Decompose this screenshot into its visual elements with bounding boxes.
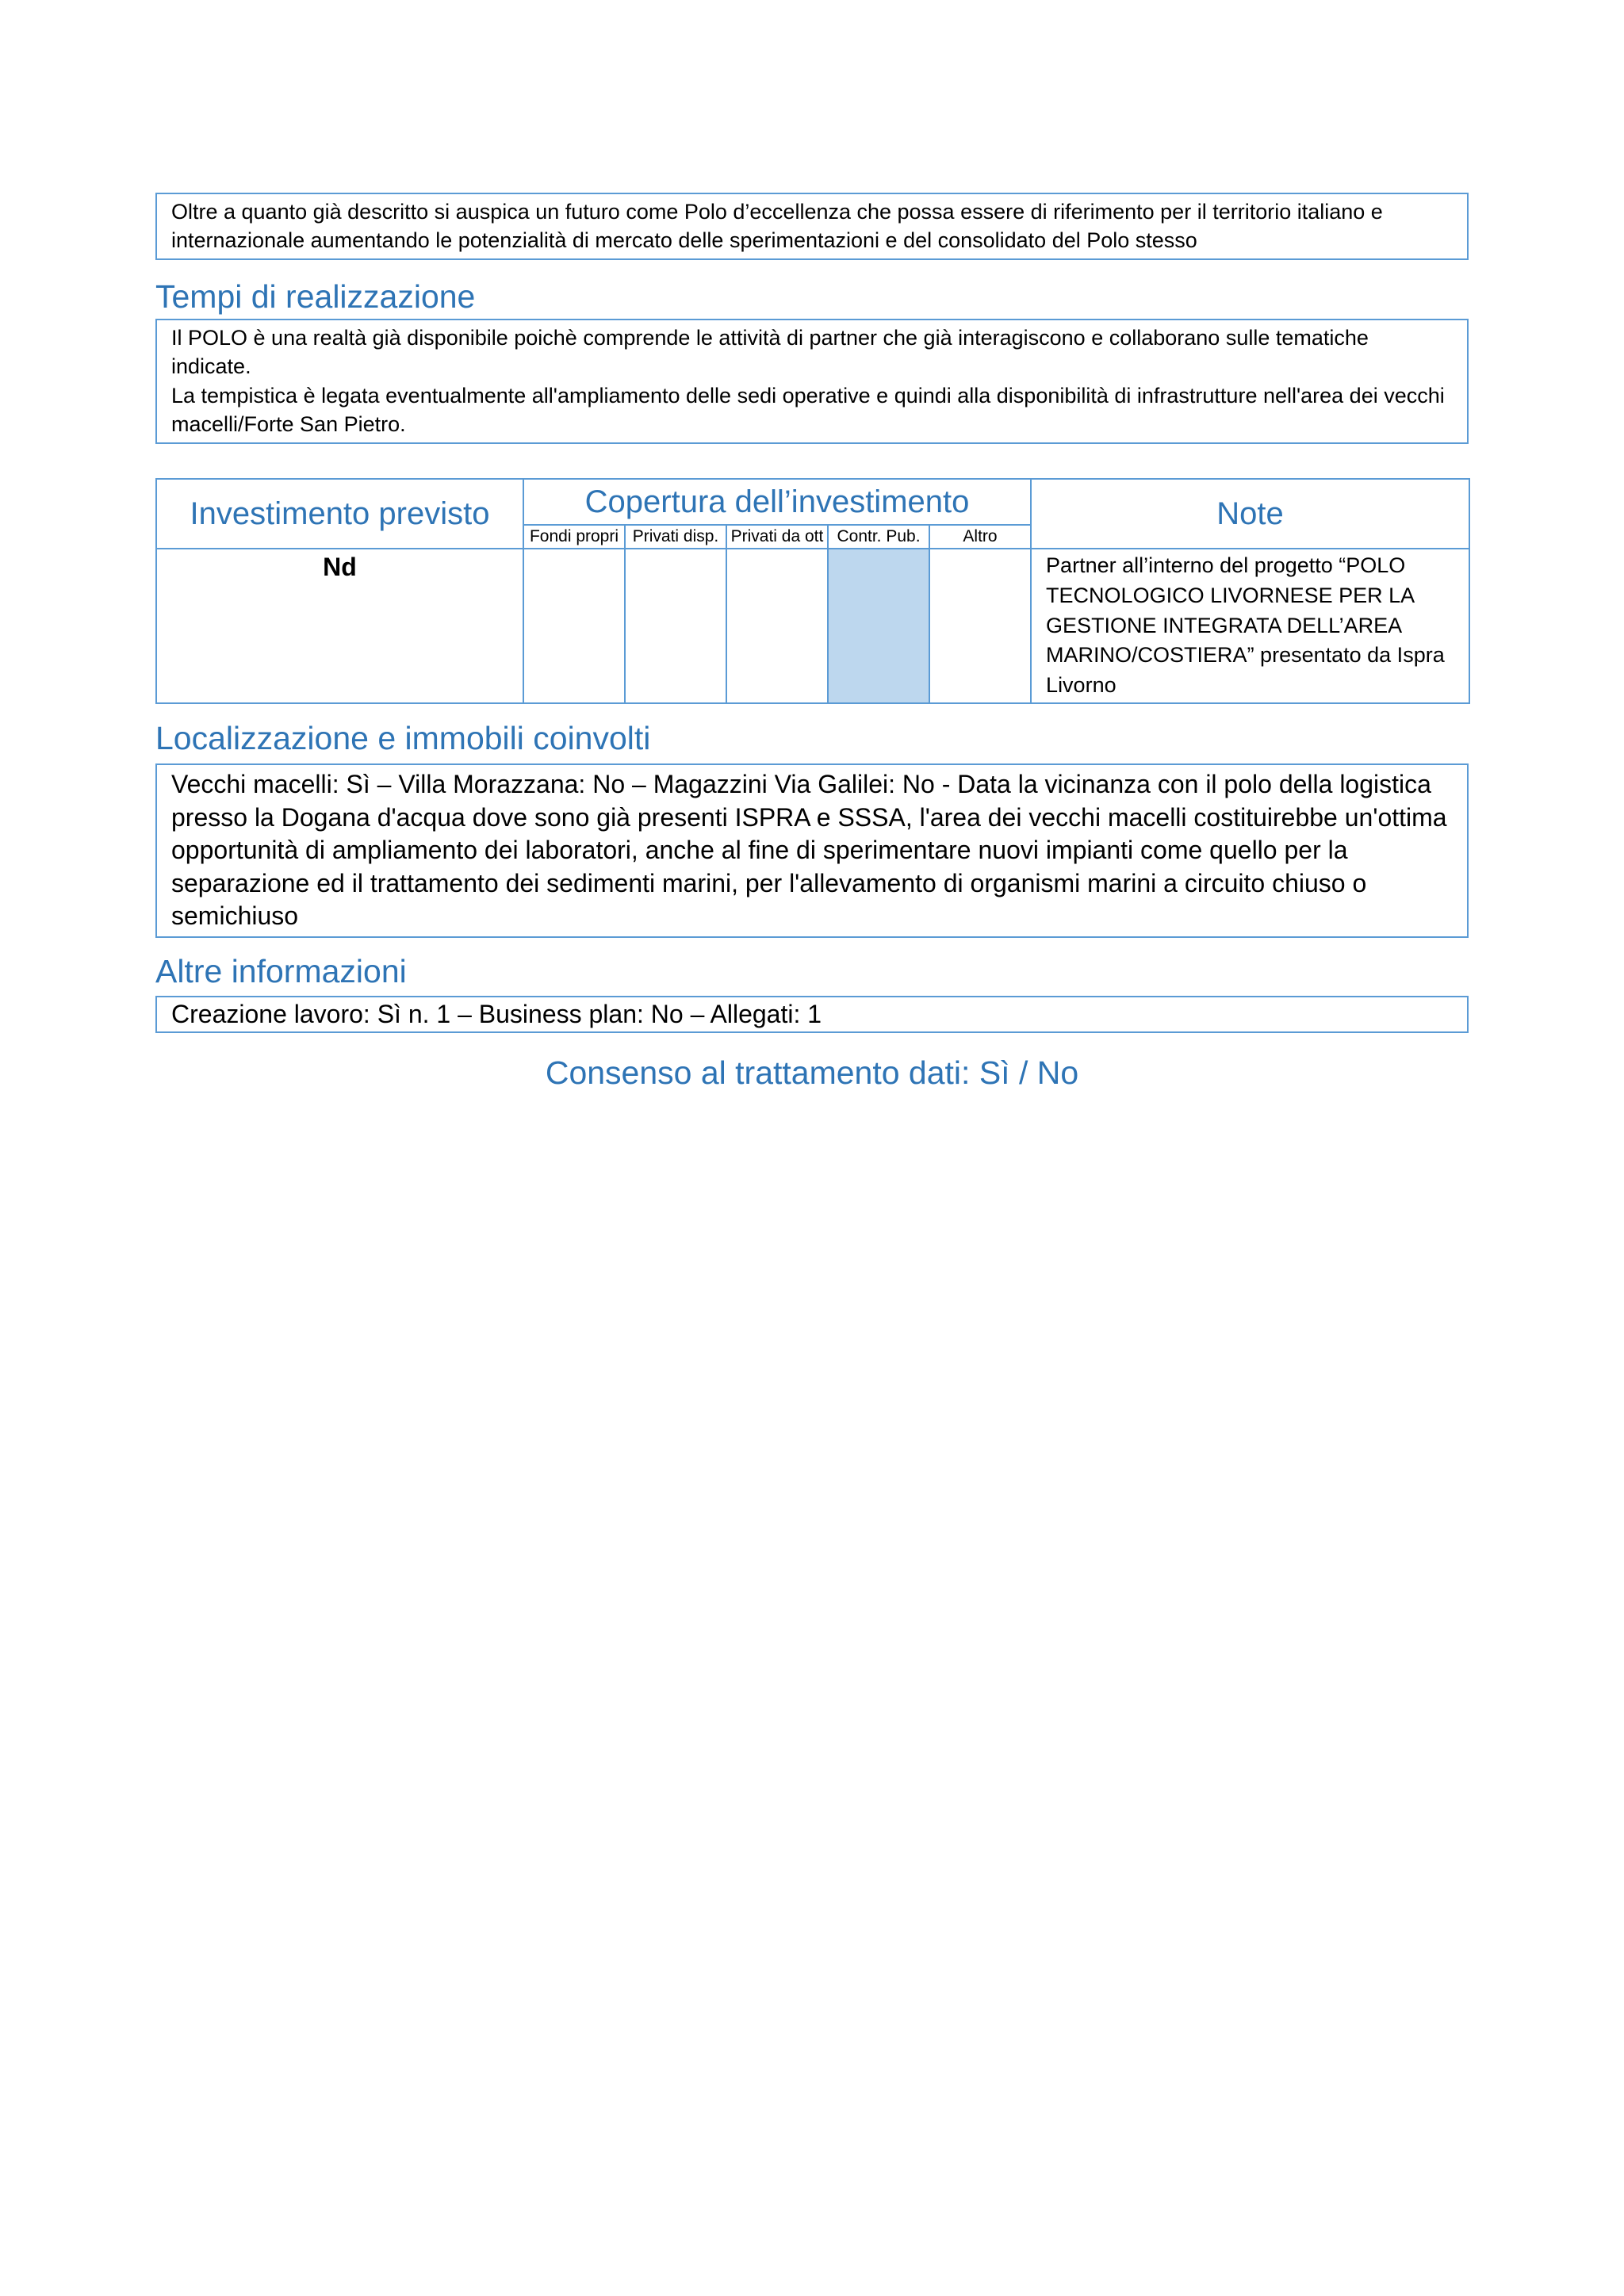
coverage-privati-da-ott <box>726 549 828 703</box>
localizzazione-paragraph: Vecchi macelli: Sì – Villa Morazzana: No – Magazzini Via Galilei: No - Data la vicinanza con il polo della logistica presso la Dogana d'acqua dove sono già presenti ISPRA e SSSA, l'area dei vecchi macelli costituirebbe un'ottima opportunità di ampliamento dei laboratori, anche al fine di sperimentare nuovi impianti come quello per la separazione ed il trattamento dei sedimenti marini, per l'allevamento di organismi marini a circuito chiuso o semichiuso <box>171 770 1447 931</box>
note-value: Partner all’interno del progetto “POLO TECNOLOGICO LIVORNESE PER LA GESTIONE INTEGRATA DELL’AREA MARINO/COSTIERA” presentato da Ispra Livorno <box>1031 549 1469 703</box>
coverage-contr-pub <box>828 549 929 703</box>
copertura-header: Copertura dell’investimento <box>523 479 1031 525</box>
coverage-privati-disp <box>625 549 726 703</box>
intro-text-box <box>155 193 1469 260</box>
coverage-fondi-propri <box>523 549 625 703</box>
tempi-heading: Tempi di realizzazione <box>155 278 476 315</box>
localizzazione-text-box <box>155 763 1469 938</box>
altre-text-box <box>155 996 1469 1033</box>
consenso-line: Consenso al trattamento dati: Sì / No <box>545 1054 1079 1091</box>
tempi-paragraph-2: La tempistica è legata eventualmente all'ampliamento delle sedi operative e quindi alla disponibilità di infrastrutture nell'area dei vecchi macelli/Forte San Pietro. <box>171 383 1445 437</box>
subcol-altro: Altro <box>929 525 1031 549</box>
localizzazione-heading: Localizzazione e immobili coinvolti <box>155 720 651 756</box>
investimento-value: Nd <box>156 549 523 703</box>
altre-paragraph: Creazione lavoro: Sì n. 1 – Business plan: No – Allegati: 1 <box>171 1000 822 1028</box>
investment-table <box>155 478 1470 704</box>
subcol-fondi-propri: Fondi propri <box>523 525 625 549</box>
intro-paragraph: Oltre a quanto già descritto si auspica un futuro come Polo d’eccellenza che possa essere di riferimento per il territorio italiano e internazionale aumentando le potenzialità di mercato delle sperimentazioni e del consolidato del Polo stesso <box>171 200 1383 253</box>
tempi-text-box <box>155 319 1469 444</box>
note-header: Note <box>1031 479 1469 549</box>
tempi-paragraph-1: Il POLO è una realtà già disponibile poichè comprende le attività di partner che già interagiscono e collaborano sulle tematiche indicate. <box>171 326 1369 379</box>
investimento-header: Investimento previsto <box>156 479 523 549</box>
coverage-altro <box>929 549 1031 703</box>
altre-heading: Altre informazioni <box>155 953 407 989</box>
subcol-contr-pub: Contr. Pub. <box>828 525 929 549</box>
subcol-privati-disp: Privati disp. <box>625 525 726 549</box>
subcol-privati-da-ott: Privati da ott <box>726 525 828 549</box>
